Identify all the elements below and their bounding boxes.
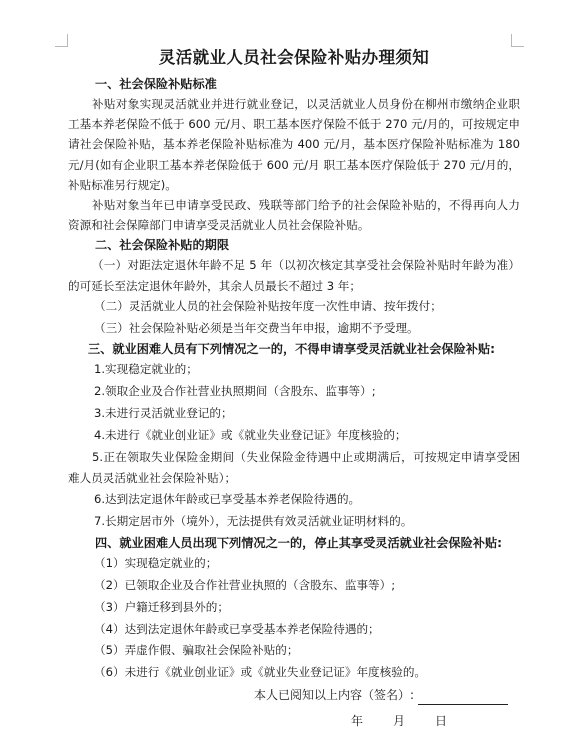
section-2-item-3: （三）社会保险补贴必须是当年交费当年申报，逾期不予受理。	[94, 320, 419, 335]
date-year: 年	[351, 714, 364, 729]
crop-mark-top-left	[55, 34, 68, 47]
section-3-item-3: 3.未进行灵活就业登记的；	[94, 406, 233, 421]
section-3-item-5: 5.正在领取失业保险金期间（失业保险金待遇中止或期满后，可按规定申请享受困难人员灵活就业社会保险补贴）；	[68, 450, 520, 486]
section-3-item-6: 6.达到法定退休年龄或已享受基本养老保险待遇的。	[94, 492, 361, 507]
section-3-item-1: 1.实现稳定就业的；	[94, 362, 198, 377]
section-3-item-7: 7.长期定居市外（境外），无法提供有效灵活就业证明材料的。	[94, 513, 413, 528]
document-body	[68, 47, 520, 731]
date-day: 日	[435, 714, 448, 729]
signature-row	[68, 685, 520, 705]
section-1-paragraph-2: 补贴对象当年已申请享受民政、残联等部门给予的社会保险补贴的，不得再向人力资源和社会保障部门申请享受灵活就业人员社会保险补贴。	[68, 198, 520, 233]
section-2-heading: 二、社会保险补贴的期限	[95, 238, 230, 253]
signature-label: 本人已阅知以上内容（签名）:	[254, 688, 415, 703]
section-3-item-2: 2.领取企业及合作社营业执照期间（含股东、监事等）;	[94, 384, 376, 399]
section-1-heading: 一、社会保险补贴标准	[95, 77, 217, 91]
section-4-item-1: （1）实现稳定就业的；	[94, 555, 218, 570]
section-2-item-1: （一）对距法定退休年龄不足 5 年（以初次核定其享受社会保险补贴时年龄为准）的可延长至法定退休年龄外，其余人员最长不超过 3 年；	[68, 258, 520, 293]
section-4-item-2: （2）已领取企业及合作社营业执照的（含股东、监事等）;	[94, 577, 396, 592]
section-4-item-3: （3）户籍迁移到县外的；	[94, 599, 229, 614]
section-4-item-4: （4）达到法定退休年龄或已享受基本养老保险待遇的；	[94, 621, 380, 636]
date-month: 月	[393, 714, 406, 729]
signature-line	[418, 691, 508, 705]
section-3-heading: 三、就业困难人员有下列情况之一的，不得申请享受灵活就业社会保险补贴:	[88, 342, 496, 357]
crop-mark-top-right	[511, 34, 524, 47]
section-3-list	[68, 359, 520, 532]
section-4-heading: 四、就业困难人员出现下列情况之一的，停止其享受灵活就业社会保险补贴:	[95, 535, 503, 550]
page-title: 灵活就业人员社会保险补贴办理须知	[158, 48, 430, 67]
section-2-item-2: （二）灵活就业人员的社会保险补贴按年度一次性申请、按年拨付；	[94, 298, 442, 313]
date-row	[68, 711, 520, 731]
section-4-item-6: （6）未进行《就业创业证》或《就业失业登记证》年度核验的。	[94, 665, 427, 680]
section-4-item-5: （5）弄虚作假、骗取社会保险补贴的；	[94, 643, 299, 658]
section-3-item-4: 4.未进行《就业创业证》或《就业失业登记证》年度核验的；	[94, 428, 407, 443]
section-1-paragraph-1: 补贴对象实现灵活就业并进行就业登记，以灵活就业人员身份在柳州市缴纳企业职工基本养老保险不低于 600 元/月、职工基本医疗保险不低于 270 元/月的，可按规定申请社会保险补贴，基本养老保险补贴标准为 400 元/月，基本医疗保险补贴标准为 180 元/月(如有企业职工基本养老保险低于 600 元/月 职工基本医疗保险低于 270 元/月的，补贴标准另行规定)。	[68, 97, 520, 192]
section-4-list	[68, 553, 520, 684]
